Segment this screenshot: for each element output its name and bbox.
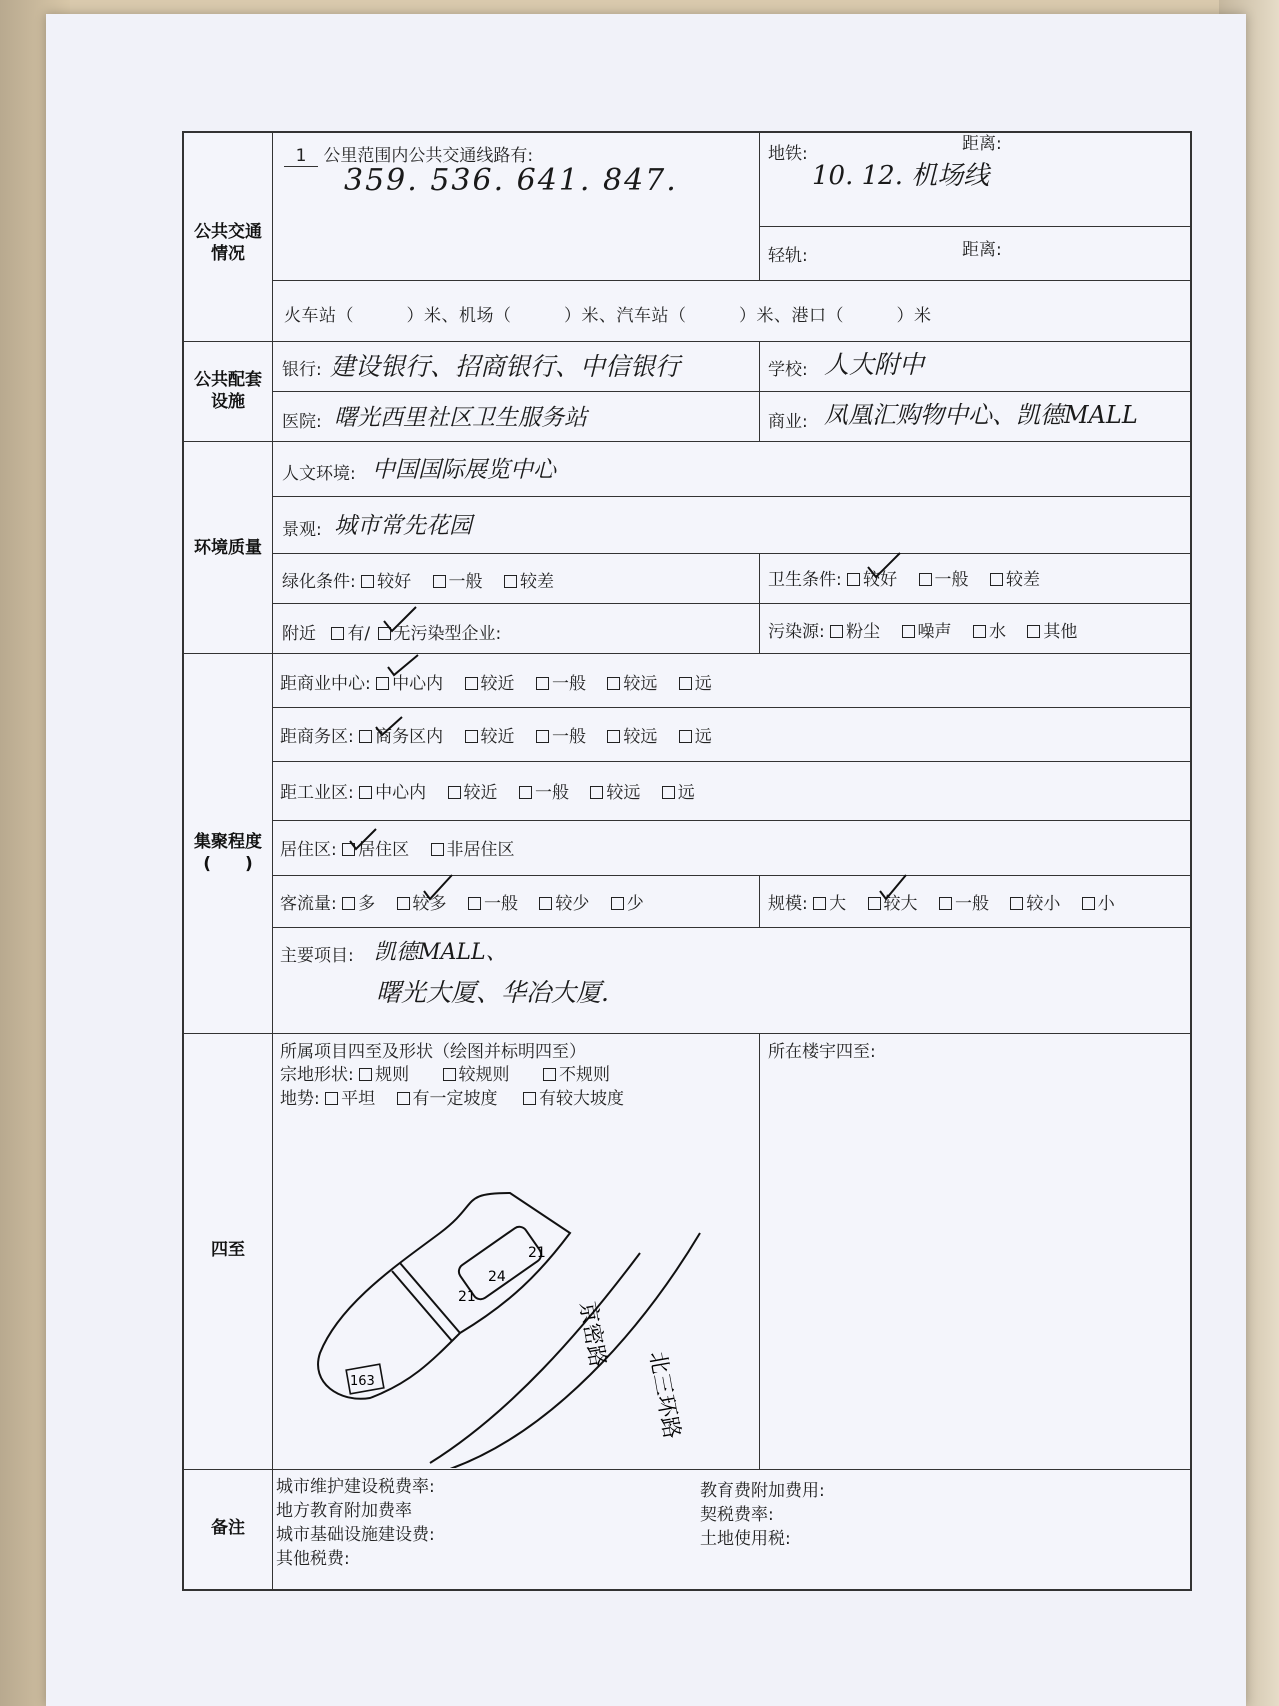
- checkbox-icon: [813, 897, 826, 910]
- hospital-value: 曙光西里社区卫生服务站: [334, 405, 587, 431]
- project-boundary-title: 所属项目四至及形状（绘图并标明四至）: [280, 1042, 586, 1062]
- flow-col-divider: [759, 875, 760, 927]
- biz-district-row: [280, 722, 728, 747]
- checkbox-icon: [1010, 897, 1023, 910]
- hygiene-option-normal[interactable]: [919, 565, 969, 590]
- scale-option-1[interactable]: [813, 889, 846, 914]
- remark-other-taxes: 其他税费:: [276, 1549, 350, 1569]
- traffic-flow-label: 客流量:: [280, 894, 337, 914]
- scale-option-3[interactable]: [939, 889, 989, 914]
- checkbox-icon: [1082, 897, 1095, 910]
- option-text: 一般: [534, 783, 569, 803]
- option-text: 水: [988, 622, 1006, 642]
- section-agglomeration-title: 集聚程度: [194, 832, 262, 852]
- checkbox-icon: [662, 786, 675, 799]
- biz-center-row: [280, 669, 728, 694]
- option-text: 较好: [377, 572, 412, 592]
- checkbox-icon: [359, 730, 372, 743]
- bank-label: 银行:: [282, 360, 322, 380]
- option-text: 不规则: [558, 1065, 610, 1085]
- checkbox-icon: [919, 573, 932, 586]
- industry-option-2[interactable]: [448, 778, 498, 803]
- hygiene-option-poor[interactable]: [990, 565, 1040, 590]
- pollution-option-other[interactable]: [1027, 617, 1077, 642]
- option-text: 规则: [375, 1065, 410, 1085]
- hygiene-row: [768, 565, 1056, 590]
- residential-row: [280, 835, 531, 860]
- subway-lines-value: 10. 12. 机场线: [812, 161, 990, 191]
- checkbox-icon: [504, 575, 517, 588]
- section-line: [184, 653, 1190, 654]
- remark-city-maintenance-tax: 城市维护建设税费率:: [276, 1477, 435, 1497]
- industry-option-5[interactable]: [662, 778, 695, 803]
- commerce-label: 商业:: [768, 412, 808, 432]
- subway-distance-label: 距离:: [962, 134, 1002, 154]
- traffic-col-divider: [759, 133, 760, 280]
- pollution-row: [768, 617, 1093, 642]
- projects-value-line1: 凯德MALL、: [374, 940, 508, 965]
- scale-option-5[interactable]: [1082, 889, 1115, 914]
- checkbox-icon: [431, 843, 444, 856]
- scale-row: [768, 889, 1131, 914]
- lightrail-label: 轻轨:: [768, 246, 808, 266]
- traffic-flow-checkmark: [420, 871, 460, 901]
- school-value: 人大附中: [824, 350, 925, 379]
- option-text: 中心内: [392, 674, 444, 694]
- biz-center-checkmark: [384, 649, 424, 679]
- row-line: [272, 553, 1190, 554]
- option-text: 较远: [623, 727, 658, 747]
- biz-center-option-4[interactable]: [607, 669, 657, 694]
- option-text: 远: [694, 727, 712, 747]
- traffic-flow-option-4[interactable]: [539, 889, 589, 914]
- option-text: 有较大坡度: [538, 1089, 624, 1109]
- checkbox-icon: [902, 625, 915, 638]
- biz-district-option-2[interactable]: [465, 722, 515, 747]
- projects-value-line2: 曙光大厦、华冶大厦.: [376, 978, 609, 1007]
- traffic-flow-option-1[interactable]: [342, 889, 375, 914]
- terrain-label: 地势:: [280, 1089, 320, 1109]
- remarks-left-column: [276, 1475, 435, 1571]
- terrain-option-flat[interactable]: [325, 1084, 375, 1109]
- industry-row: [280, 778, 711, 803]
- checkbox-icon: [397, 1092, 410, 1105]
- building-label-3: 21: [528, 1245, 546, 1261]
- option-text: 较多: [412, 894, 447, 914]
- shape-option-irregular[interactable]: [543, 1060, 610, 1085]
- biz-district-label: 距商务区:: [280, 727, 354, 747]
- checkbox-icon: [523, 1092, 536, 1105]
- option-text: 较近: [480, 674, 515, 694]
- checkbox-icon: [679, 730, 692, 743]
- checkbox-icon: [361, 575, 374, 588]
- row-line: [272, 280, 1190, 281]
- option-text: 较小: [1026, 894, 1061, 914]
- checkbox-icon: [448, 786, 461, 799]
- greening-option-good[interactable]: [361, 567, 411, 592]
- checkbox-icon: [607, 677, 620, 690]
- checkbox-icon: [325, 1092, 338, 1105]
- option-text: 较近: [463, 783, 498, 803]
- checkbox-icon: [543, 1068, 556, 1081]
- subway-label: 地铁:: [768, 144, 808, 164]
- row-line: [272, 496, 1190, 497]
- hygiene-label: 卫生条件:: [768, 570, 842, 590]
- section-facilities: 公共配套设施: [194, 370, 262, 412]
- section-environment: 环境质量: [194, 538, 262, 558]
- pollution-option-water[interactable]: [973, 617, 1006, 642]
- site-divider-line: [400, 1263, 460, 1333]
- greening-row: [282, 567, 570, 592]
- checkbox-icon: [465, 677, 478, 690]
- bus-lines-value: 359. 536. 641. 847.: [344, 163, 678, 198]
- bus-radius-value: 1: [284, 146, 318, 167]
- section-boundaries: 四至: [211, 1240, 245, 1260]
- option-text: 商务区内: [375, 727, 444, 747]
- checkbox-icon: [990, 573, 1003, 586]
- checkbox-icon: [847, 573, 860, 586]
- option-text: 较差: [519, 572, 554, 592]
- survey-table: [182, 131, 1192, 1591]
- section-remarks: 备注: [211, 1518, 245, 1538]
- option-text: 平坦: [341, 1089, 376, 1109]
- shape-option-fairly-regular[interactable]: [443, 1060, 510, 1085]
- checkbox-icon: [519, 786, 532, 799]
- terrain-option-slight-slope[interactable]: [397, 1084, 498, 1109]
- option-text: 一般: [954, 894, 989, 914]
- pollution-option-dust[interactable]: [830, 617, 880, 642]
- site-divider-line-2: [392, 1271, 452, 1341]
- option-text: 较差: [1005, 570, 1040, 590]
- option-text: 噪声: [917, 622, 952, 642]
- terrain-option-steep-slope[interactable]: [523, 1084, 624, 1109]
- checkbox-icon: [433, 575, 446, 588]
- shape-row: [280, 1060, 626, 1085]
- checkbox-icon: [679, 677, 692, 690]
- greening-label: 绿化条件:: [282, 572, 356, 592]
- biz-center-option-3[interactable]: [536, 669, 586, 694]
- biz-district-option-4[interactable]: [607, 722, 657, 747]
- terrain-row: [280, 1084, 640, 1109]
- option-text: 一般: [483, 894, 518, 914]
- checkbox-icon: [331, 627, 344, 640]
- checkbox-icon: [359, 786, 372, 799]
- option-text: 小: [1097, 894, 1115, 914]
- option-text: 无污染型企业:: [393, 624, 502, 644]
- section-line: [184, 1469, 1190, 1470]
- road-label-jingmi: 京密路: [574, 1299, 611, 1370]
- option-text: 有/: [347, 624, 371, 644]
- section-line: [184, 441, 1190, 442]
- nearby-label: 附近: [282, 624, 316, 644]
- biz-center-option-2[interactable]: [465, 669, 515, 694]
- section-line: [184, 341, 1190, 342]
- industry-option-1[interactable]: [359, 778, 426, 803]
- section-agglomeration-grade: ( ): [203, 854, 253, 874]
- greening-option-normal[interactable]: [433, 567, 483, 592]
- row-line: [759, 226, 1190, 227]
- commerce-value: 凤凰汇购物中心、凯德MALL: [824, 401, 1138, 429]
- building-boundary-label: 所在楼宇四至:: [768, 1042, 876, 1062]
- option-text: 较远: [606, 783, 641, 803]
- option-text: 居住区: [358, 840, 410, 860]
- row-line: [272, 927, 1190, 928]
- residential-option-2[interactable]: [431, 835, 515, 860]
- shape-option-regular[interactable]: [359, 1060, 409, 1085]
- shape-label: 宗地形状:: [280, 1065, 354, 1085]
- stations-distance-row: 火车站（ ）米、机场（ ）米、汽车站（ ）米、港口（ ）米: [284, 306, 932, 326]
- pollution-option-noise[interactable]: [902, 617, 952, 642]
- option-text: 远: [677, 783, 695, 803]
- checkbox-icon: [973, 625, 986, 638]
- remark-local-education-surcharge: 地方教育附加费率: [276, 1501, 412, 1521]
- section-agglomeration: [186, 831, 270, 875]
- remark-education-surcharge: 教育费附加费用:: [700, 1481, 825, 1501]
- row-line: [272, 875, 1190, 876]
- traffic-flow-row: [280, 889, 660, 914]
- option-text: 较规则: [458, 1065, 510, 1085]
- option-text: 一般: [934, 570, 969, 590]
- road-label-beisanhuan: 北三环路: [644, 1349, 684, 1441]
- greening-option-poor[interactable]: [504, 567, 554, 592]
- checkbox-icon: [1027, 625, 1040, 638]
- checkbox-icon: [539, 897, 552, 910]
- checkbox-icon: [607, 730, 620, 743]
- projects-label: 主要项目:: [280, 946, 354, 966]
- option-text: 大: [829, 894, 847, 914]
- checkbox-icon: [468, 897, 481, 910]
- bus-lines-label: 公里范围内公共交通线路有:: [323, 146, 534, 166]
- culture-label: 人文环境:: [282, 464, 356, 484]
- scenery-value: 城市常先花园: [334, 513, 472, 539]
- option-text: 非居住区: [446, 840, 515, 860]
- culture-value: 中国国际展览中心: [372, 457, 556, 483]
- option-text: 一般: [551, 727, 586, 747]
- remark-deed-tax-rate: 契税费率:: [700, 1505, 774, 1525]
- school-label: 学校:: [768, 360, 808, 380]
- option-text: 较少: [555, 894, 590, 914]
- biz-district-option-5[interactable]: [679, 722, 712, 747]
- traffic-flow-option-5[interactable]: [611, 889, 644, 914]
- remark-land-use-tax: 土地使用税:: [700, 1529, 791, 1549]
- option-text: 其他: [1043, 622, 1078, 642]
- residential-label: 居住区:: [280, 840, 337, 860]
- residential-checkmark: [346, 823, 386, 853]
- bank-value: 建设银行、招商银行、中信银行: [330, 352, 681, 381]
- option-text: 一般: [448, 572, 483, 592]
- checkbox-icon: [611, 897, 624, 910]
- checkbox-icon: [590, 786, 603, 799]
- option-text: 少: [626, 894, 644, 914]
- pollution-label: 污染源:: [768, 622, 825, 642]
- scale-label: 规模:: [768, 894, 808, 914]
- traffic-flow-option-3[interactable]: [468, 889, 518, 914]
- biz-center-option-5[interactable]: [679, 669, 712, 694]
- checkbox-icon: [536, 677, 549, 690]
- scenery-label: 景观:: [282, 520, 322, 540]
- option-text: 较近: [480, 727, 515, 747]
- option-text: 一般: [551, 674, 586, 694]
- option-text: 较好: [863, 570, 898, 590]
- nearby-option-has[interactable]: [331, 619, 370, 644]
- row-line: [272, 761, 1190, 762]
- hygiene-good-checkmark: [864, 551, 904, 581]
- building-label-2: 24: [488, 1269, 506, 1285]
- nearby-none-checkmark: [380, 603, 420, 633]
- section-line: [184, 1033, 1190, 1034]
- option-text: 较远: [623, 674, 658, 694]
- checkbox-icon: [359, 1068, 372, 1081]
- survey-form-paper: [46, 14, 1246, 1706]
- industry-option-3[interactable]: [519, 778, 569, 803]
- checkbox-icon: [830, 625, 843, 638]
- scale-option-4[interactable]: [1010, 889, 1060, 914]
- industry-label: 距工业区:: [280, 783, 354, 803]
- checkbox-icon: [397, 897, 410, 910]
- scale-checkmark: [876, 871, 916, 901]
- biz-district-option-3[interactable]: [536, 722, 586, 747]
- option-text: 中心内: [375, 783, 427, 803]
- section-traffic: 公共交通情况: [194, 222, 262, 264]
- building-label-4: 163: [350, 1374, 375, 1389]
- option-text: 较大: [883, 894, 918, 914]
- checkbox-icon: [443, 1068, 456, 1081]
- hospital-label: 医院:: [282, 412, 322, 432]
- option-text: 粉尘: [846, 622, 881, 642]
- checkbox-icon: [342, 897, 355, 910]
- option-text: 多: [358, 894, 376, 914]
- row-line: [272, 391, 1190, 392]
- remark-infrastructure-fee: 城市基础设施建设费:: [276, 1525, 435, 1545]
- industry-option-4[interactable]: [590, 778, 640, 803]
- checkbox-icon: [465, 730, 478, 743]
- row-line: [272, 820, 1190, 821]
- option-text: 远: [694, 674, 712, 694]
- lightrail-distance-label: 距离:: [962, 240, 1002, 260]
- option-text: 有一定坡度: [412, 1089, 498, 1109]
- biz-district-checkmark: [372, 709, 412, 739]
- section-column-divider: [272, 133, 273, 1589]
- checkbox-icon: [536, 730, 549, 743]
- row-line: [272, 707, 1190, 708]
- remarks-right-column: [700, 1479, 825, 1551]
- checkbox-icon: [939, 897, 952, 910]
- building-label-1: 21: [458, 1289, 476, 1305]
- site-sketch: [280, 1133, 760, 1468]
- biz-center-label: 距商业中心:: [280, 674, 371, 694]
